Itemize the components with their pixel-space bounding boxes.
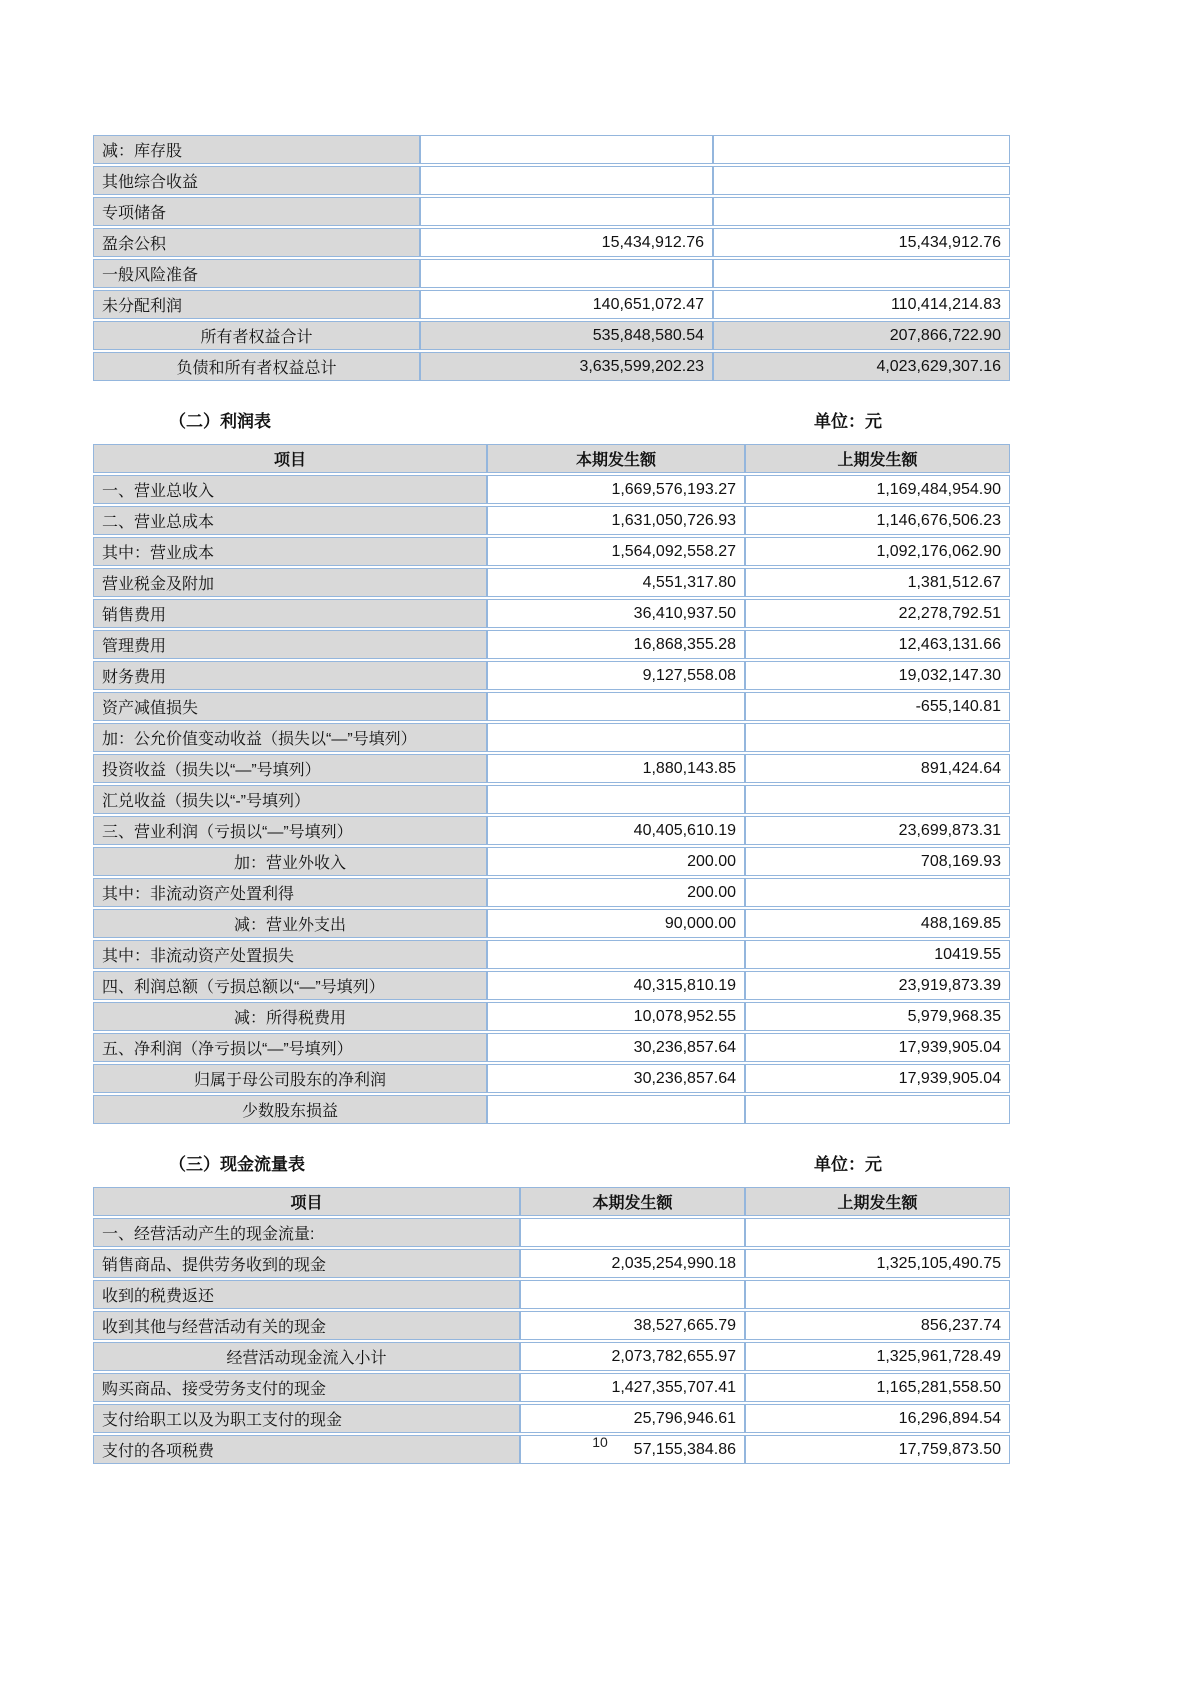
current-period-value	[520, 1218, 745, 1247]
prior-period-value	[713, 166, 1010, 195]
current-period-value: 2,035,254,990.18	[520, 1249, 745, 1278]
row-label: 一、经营活动产生的现金流量:	[93, 1218, 520, 1247]
current-period-value: 3,635,599,202.23	[420, 352, 713, 381]
table-header-row	[93, 444, 1010, 473]
prior-period-value: 15,434,912.76	[713, 228, 1010, 257]
row-label: 盈余公积	[93, 228, 420, 257]
prior-period-value: 10419.55	[745, 940, 1010, 969]
current-period-value	[520, 1280, 745, 1309]
cash-flow-heading	[93, 1150, 1010, 1175]
table-row	[93, 259, 1010, 288]
row-label: 负债和所有者权益总计	[93, 352, 420, 381]
table-row	[93, 228, 1010, 257]
current-period-value: 1,880,143.85	[487, 754, 745, 783]
table-row	[93, 135, 1010, 164]
current-period-value: 200.00	[487, 878, 745, 907]
current-period-value: 10,078,952.55	[487, 1002, 745, 1031]
table-row	[93, 661, 1010, 690]
row-label: 管理费用	[93, 630, 487, 659]
current-period-value	[420, 166, 713, 195]
table-row	[93, 878, 1010, 907]
row-label: 其中：非流动资产处置损失	[93, 940, 487, 969]
prior-period-value	[745, 1280, 1010, 1309]
current-period-value: 1,427,355,707.41	[520, 1373, 745, 1402]
prior-period-value: 891,424.64	[745, 754, 1010, 783]
table-row	[93, 630, 1010, 659]
table-row	[93, 909, 1010, 938]
prior-period-value: 23,919,873.39	[745, 971, 1010, 1000]
table-row	[93, 599, 1010, 628]
row-label: 其中：营业成本	[93, 537, 487, 566]
current-period-value: 38,527,665.79	[520, 1311, 745, 1340]
row-label: 减：营业外支出	[93, 909, 487, 938]
row-label: 收到其他与经营活动有关的现金	[93, 1311, 520, 1340]
row-label: 加：营业外收入	[93, 847, 487, 876]
current-period-value: 25,796,946.61	[520, 1404, 745, 1433]
unit-label: 单位：元	[814, 1155, 882, 1174]
row-label: 支付给职工以及为职工支付的现金	[93, 1404, 520, 1433]
prior-period-value: 22,278,792.51	[745, 599, 1010, 628]
page-number: 10	[592, 1434, 608, 1450]
column-header-item: 项目	[93, 1187, 520, 1216]
row-label: 五、净利润（净亏损以“—”号填列）	[93, 1033, 487, 1062]
document-content	[93, 0, 1010, 1466]
prior-period-value	[745, 785, 1010, 814]
prior-period-value	[713, 135, 1010, 164]
prior-period-value: 5,979,968.35	[745, 1002, 1010, 1031]
table-header-row	[93, 1187, 1010, 1216]
prior-period-value: 1,146,676,506.23	[745, 506, 1010, 535]
row-label: 归属于母公司股东的净利润	[93, 1064, 487, 1093]
table-row	[93, 785, 1010, 814]
table-row	[93, 1218, 1010, 1247]
current-period-value	[420, 135, 713, 164]
current-period-value: 4,551,317.80	[487, 568, 745, 597]
current-period-value: 9,127,558.08	[487, 661, 745, 690]
row-label: 少数股东损益	[93, 1095, 487, 1124]
current-period-value: 15,434,912.76	[420, 228, 713, 257]
row-label: 其他综合收益	[93, 166, 420, 195]
row-label: 减：所得税费用	[93, 1002, 487, 1031]
row-label: 汇兑收益（损失以“-”号填列）	[93, 785, 487, 814]
table-row	[93, 166, 1010, 195]
current-period-value	[420, 259, 713, 288]
table-row	[93, 506, 1010, 535]
prior-period-value: 17,939,905.04	[745, 1033, 1010, 1062]
table-row	[93, 1249, 1010, 1278]
current-period-value	[487, 785, 745, 814]
column-header-prior-period: 上期发生额	[745, 444, 1010, 473]
current-period-value: 30,236,857.64	[487, 1064, 745, 1093]
cash-flow-table	[93, 1185, 1010, 1466]
current-period-value: 1,631,050,726.93	[487, 506, 745, 535]
prior-period-value: 12,463,131.66	[745, 630, 1010, 659]
row-label: 四、利润总额（亏损总额以“—”号填列）	[93, 971, 487, 1000]
current-period-value	[487, 940, 745, 969]
income-statement-table	[93, 442, 1010, 1126]
current-period-value: 1,564,092,558.27	[487, 537, 745, 566]
prior-period-value: 1,381,512.67	[745, 568, 1010, 597]
prior-period-value	[745, 723, 1010, 752]
table-row	[93, 290, 1010, 319]
table-row	[93, 1342, 1010, 1371]
row-label: 购买商品、接受劳务支付的现金	[93, 1373, 520, 1402]
row-label: 其中：非流动资产处置利得	[93, 878, 487, 907]
current-period-value: 200.00	[487, 847, 745, 876]
current-period-value: 30,236,857.64	[487, 1033, 745, 1062]
current-period-value: 57,155,384.86	[520, 1435, 745, 1464]
prior-period-value: 17,939,905.04	[745, 1064, 1010, 1093]
prior-period-value: 1,165,281,558.50	[745, 1373, 1010, 1402]
prior-period-value: 23,699,873.31	[745, 816, 1010, 845]
row-label: 收到的税费返还	[93, 1280, 520, 1309]
current-period-value: 90,000.00	[487, 909, 745, 938]
row-label: 财务费用	[93, 661, 487, 690]
prior-period-value: -655,140.81	[745, 692, 1010, 721]
unit-label: 单位：元	[814, 412, 882, 431]
row-label: 经营活动现金流入小计	[93, 1342, 520, 1371]
current-period-value: 36,410,937.50	[487, 599, 745, 628]
prior-period-value: 1,325,105,490.75	[745, 1249, 1010, 1278]
prior-period-value: 207,866,722.90	[713, 321, 1010, 350]
section-title: （二）利润表	[169, 412, 271, 431]
prior-period-value: 488,169.85	[745, 909, 1010, 938]
prior-period-value	[745, 1095, 1010, 1124]
prior-period-value: 16,296,894.54	[745, 1404, 1010, 1433]
row-label: 营业税金及附加	[93, 568, 487, 597]
table-row	[93, 321, 1010, 350]
table-row	[93, 1373, 1010, 1402]
prior-period-value: 708,169.93	[745, 847, 1010, 876]
row-label: 三、营业利润（亏损以“—”号填列）	[93, 816, 487, 845]
table-row	[93, 197, 1010, 226]
row-label: 未分配利润	[93, 290, 420, 319]
balance-sheet-table	[93, 133, 1010, 383]
current-period-value: 40,315,810.19	[487, 971, 745, 1000]
prior-period-value: 17,759,873.50	[745, 1435, 1010, 1464]
prior-period-value	[745, 878, 1010, 907]
row-label: 一、营业总收入	[93, 475, 487, 504]
prior-period-value: 1,092,176,062.90	[745, 537, 1010, 566]
prior-period-value: 1,325,961,728.49	[745, 1342, 1010, 1371]
row-label: 销售商品、提供劳务收到的现金	[93, 1249, 520, 1278]
row-label: 销售费用	[93, 599, 487, 628]
income-statement-heading	[93, 407, 1010, 432]
table-row	[93, 1280, 1010, 1309]
current-period-value: 535,848,580.54	[420, 321, 713, 350]
column-header-current-period: 本期发生额	[520, 1187, 745, 1216]
table-row	[93, 475, 1010, 504]
row-label: 二、营业总成本	[93, 506, 487, 535]
table-row	[93, 754, 1010, 783]
current-period-value: 40,405,610.19	[487, 816, 745, 845]
current-period-value: 16,868,355.28	[487, 630, 745, 659]
current-period-value: 1,669,576,193.27	[487, 475, 745, 504]
current-period-value	[420, 197, 713, 226]
prior-period-value: 4,023,629,307.16	[713, 352, 1010, 381]
row-label: 资产减值损失	[93, 692, 487, 721]
column-header-item: 项目	[93, 444, 487, 473]
row-label: 加：公允价值变动收益（损失以“—”号填列）	[93, 723, 487, 752]
column-header-current-period: 本期发生额	[487, 444, 745, 473]
row-label: 专项储备	[93, 197, 420, 226]
table-row	[93, 352, 1010, 381]
table-row	[93, 568, 1010, 597]
current-period-value: 140,651,072.47	[420, 290, 713, 319]
table-row	[93, 1033, 1010, 1062]
row-label: 减：库存股	[93, 135, 420, 164]
current-period-value	[487, 723, 745, 752]
prior-period-value: 19,032,147.30	[745, 661, 1010, 690]
row-label: 所有者权益合计	[93, 321, 420, 350]
table-row	[93, 940, 1010, 969]
table-row	[93, 847, 1010, 876]
row-label: 投资收益（损失以“—”号填列）	[93, 754, 487, 783]
table-row	[93, 971, 1010, 1000]
current-period-value	[487, 692, 745, 721]
current-period-value: 2,073,782,655.97	[520, 1342, 745, 1371]
section-title: （三）现金流量表	[169, 1155, 305, 1174]
prior-period-value: 110,414,214.83	[713, 290, 1010, 319]
column-header-prior-period: 上期发生额	[745, 1187, 1010, 1216]
prior-period-value: 1,169,484,954.90	[745, 475, 1010, 504]
row-label: 支付的各项税费	[93, 1435, 520, 1464]
row-label: 一般风险准备	[93, 259, 420, 288]
table-row	[93, 816, 1010, 845]
table-row	[93, 1404, 1010, 1433]
prior-period-value	[713, 259, 1010, 288]
table-row	[93, 1311, 1010, 1340]
table-row	[93, 1064, 1010, 1093]
table-row	[93, 1002, 1010, 1031]
table-row	[93, 1095, 1010, 1124]
table-row	[93, 723, 1010, 752]
table-row	[93, 692, 1010, 721]
table-row	[93, 537, 1010, 566]
prior-period-value: 856,237.74	[745, 1311, 1010, 1340]
prior-period-value	[745, 1218, 1010, 1247]
prior-period-value	[713, 197, 1010, 226]
current-period-value	[487, 1095, 745, 1124]
